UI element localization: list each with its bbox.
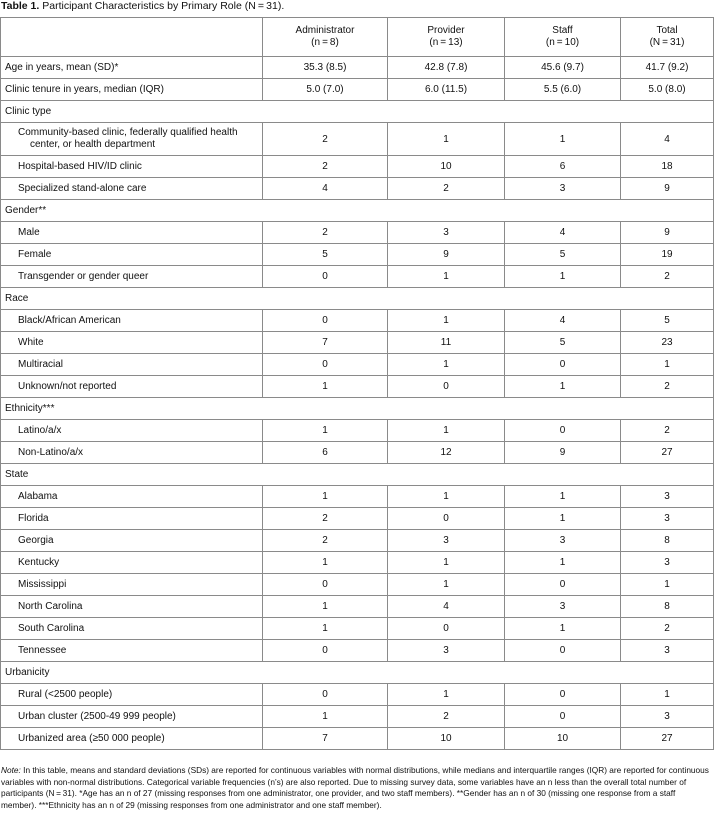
cell-provider: 9 [388, 244, 505, 266]
section-heading: Gender** [1, 200, 714, 222]
table-row [1, 156, 714, 178]
cell-staff: 1 [505, 266, 621, 288]
row-label: White [1, 332, 263, 354]
row-label: Male [1, 222, 263, 244]
table-row [1, 508, 714, 530]
row-label: Florida [1, 508, 263, 530]
cell-provider: 11 [388, 332, 505, 354]
cell-staff: 1 [505, 508, 621, 530]
cell-total: 5.0 (8.0) [621, 79, 714, 101]
cell-administrator: 2 [263, 222, 388, 244]
row-label: Specialized stand-alone care [1, 178, 263, 200]
cell-total: 3 [621, 640, 714, 662]
column-n: (n = 13) [429, 37, 463, 48]
cell-total: 8 [621, 596, 714, 618]
cell-total: 8 [621, 530, 714, 552]
table-row [1, 420, 714, 442]
cell-provider: 12 [388, 442, 505, 464]
table-row [1, 310, 714, 332]
note-text: In this table, means and standard deviations (SDs) are reported for continuous variables with normal distributions, while medians and interquartile ranges (IQR) are reported for continuous variables with non-normal distributions. Categorical variable frequencies (n’s) are also reported. Due to missing survey data, some variables have an n less than the overall total number of participants (N = 31). *Age has an n of 27 (missing responses from one administrator, one provider, and two staff members). **Gender has an n of 30 (missing one response from a staff member). ***Ethnicity has an n of 29 (missing responses from one administrator and one staff member). [1, 765, 709, 810]
cell-staff: 9 [505, 442, 621, 464]
header-provider [388, 18, 505, 57]
table-row [1, 684, 714, 706]
table-row [1, 332, 714, 354]
column-n: (n = 8) [311, 37, 339, 48]
cell-total: 2 [621, 618, 714, 640]
row-label [1, 123, 263, 156]
cell-administrator: 35.3 (8.5) [263, 57, 388, 79]
section-row [1, 464, 714, 486]
row-label: South Carolina [1, 618, 263, 640]
table-row [1, 376, 714, 398]
cell-total: 2 [621, 376, 714, 398]
row-label: Georgia [1, 530, 263, 552]
cell-provider: 10 [388, 728, 505, 750]
row-label: Mississippi [1, 574, 263, 596]
row-label: Unknown/not reported [1, 376, 263, 398]
cell-provider: 3 [388, 222, 505, 244]
cell-staff: 3 [505, 596, 621, 618]
cell-provider: 0 [388, 376, 505, 398]
cell-staff: 0 [505, 706, 621, 728]
cell-provider: 1 [388, 123, 505, 156]
cell-provider: 0 [388, 508, 505, 530]
cell-total: 3 [621, 552, 714, 574]
table-row [1, 706, 714, 728]
table-row [1, 552, 714, 574]
cell-administrator: 5 [263, 244, 388, 266]
cell-provider: 1 [388, 486, 505, 508]
table-title: Participant Characteristics by Primary Role (N = 31). [42, 0, 285, 12]
section-heading: State [1, 464, 714, 486]
cell-administrator: 6 [263, 442, 388, 464]
cell-staff: 10 [505, 728, 621, 750]
cell-total: 41.7 (9.2) [621, 57, 714, 79]
cell-provider: 1 [388, 266, 505, 288]
cell-administrator: 1 [263, 552, 388, 574]
cell-staff: 5 [505, 332, 621, 354]
cell-staff: 1 [505, 618, 621, 640]
cell-administrator: 1 [263, 486, 388, 508]
column-name: Provider [427, 25, 465, 36]
table-footnote [1, 765, 713, 811]
table-row [1, 57, 714, 79]
cell-total: 2 [621, 420, 714, 442]
row-label: Non-Latino/a/x [1, 442, 263, 464]
row-label: Urban cluster (2500-49 999 people) [1, 706, 263, 728]
table-row [1, 244, 714, 266]
table-row [1, 79, 714, 101]
table-row [1, 442, 714, 464]
cell-provider: 0 [388, 618, 505, 640]
table-caption [1, 0, 713, 13]
header-staff [505, 18, 621, 57]
table-row [1, 596, 714, 618]
table-row [1, 123, 714, 156]
cell-total: 1 [621, 574, 714, 596]
section-heading: Urbanicity [1, 662, 714, 684]
cell-total: 5 [621, 310, 714, 332]
section-row [1, 288, 714, 310]
cell-total: 27 [621, 728, 714, 750]
header-administrator [263, 18, 388, 57]
cell-total: 9 [621, 222, 714, 244]
table-row [1, 618, 714, 640]
cell-staff: 5 [505, 244, 621, 266]
section-heading: Race [1, 288, 714, 310]
row-label-text: Community-based clinic, federally qualified health center, or health department [18, 127, 238, 150]
cell-provider: 2 [388, 706, 505, 728]
column-name: Staff [552, 25, 573, 36]
section-row [1, 101, 714, 123]
cell-administrator: 4 [263, 178, 388, 200]
cell-administrator: 7 [263, 332, 388, 354]
cell-staff: 0 [505, 684, 621, 706]
cell-administrator: 7 [263, 728, 388, 750]
cell-provider: 6.0 (11.5) [388, 79, 505, 101]
table-number: Table 1. [1, 0, 40, 12]
cell-staff: 5.5 (6.0) [505, 79, 621, 101]
cell-total: 23 [621, 332, 714, 354]
table-row [1, 178, 714, 200]
cell-provider: 42.8 (7.8) [388, 57, 505, 79]
cell-provider: 1 [388, 420, 505, 442]
cell-total: 1 [621, 684, 714, 706]
cell-administrator: 1 [263, 706, 388, 728]
section-row [1, 662, 714, 684]
cell-administrator: 5.0 (7.0) [263, 79, 388, 101]
cell-total: 2 [621, 266, 714, 288]
header-total [621, 18, 714, 57]
row-label: Transgender or gender queer [1, 266, 263, 288]
cell-administrator: 2 [263, 123, 388, 156]
cell-provider: 1 [388, 354, 505, 376]
cell-staff: 1 [505, 376, 621, 398]
cell-staff: 1 [505, 123, 621, 156]
table-row [1, 222, 714, 244]
row-label: Urbanized area (≥50 000 people) [1, 728, 263, 750]
participant-characteristics-table [0, 17, 714, 750]
table-row [1, 486, 714, 508]
cell-administrator: 0 [263, 574, 388, 596]
cell-total: 4 [621, 123, 714, 156]
cell-provider: 3 [388, 640, 505, 662]
cell-staff: 4 [505, 222, 621, 244]
row-label: Latino/a/x [1, 420, 263, 442]
cell-staff: 0 [505, 420, 621, 442]
cell-administrator: 0 [263, 684, 388, 706]
section-row [1, 398, 714, 420]
row-label: Female [1, 244, 263, 266]
column-name: Administrator [295, 25, 355, 36]
cell-staff: 1 [505, 486, 621, 508]
row-label: Alabama [1, 486, 263, 508]
cell-staff: 6 [505, 156, 621, 178]
cell-total: 9 [621, 178, 714, 200]
cell-provider: 10 [388, 156, 505, 178]
row-label: Multiracial [1, 354, 263, 376]
section-row [1, 200, 714, 222]
section-heading: Clinic type [1, 101, 714, 123]
header-row [1, 18, 714, 57]
cell-staff: 4 [505, 310, 621, 332]
cell-provider: 1 [388, 310, 505, 332]
cell-administrator: 0 [263, 266, 388, 288]
table-row [1, 354, 714, 376]
cell-administrator: 1 [263, 420, 388, 442]
column-n: (N = 31) [649, 37, 685, 48]
cell-staff: 3 [505, 530, 621, 552]
row-label: Hospital-based HIV/ID clinic [1, 156, 263, 178]
note-label: Note: [1, 765, 21, 775]
cell-staff: 0 [505, 574, 621, 596]
cell-administrator: 2 [263, 530, 388, 552]
cell-total: 19 [621, 244, 714, 266]
column-name: Total [656, 25, 678, 36]
cell-staff: 0 [505, 640, 621, 662]
table-row [1, 530, 714, 552]
cell-provider: 1 [388, 552, 505, 574]
cell-staff: 3 [505, 178, 621, 200]
cell-administrator: 0 [263, 640, 388, 662]
row-label: North Carolina [1, 596, 263, 618]
cell-total: 18 [621, 156, 714, 178]
cell-total: 3 [621, 508, 714, 530]
cell-staff: 0 [505, 354, 621, 376]
section-heading: Ethnicity*** [1, 398, 714, 420]
cell-provider: 1 [388, 574, 505, 596]
cell-administrator: 2 [263, 508, 388, 530]
cell-administrator: 0 [263, 354, 388, 376]
table-row [1, 266, 714, 288]
table-row [1, 728, 714, 750]
row-label: Black/African American [1, 310, 263, 332]
cell-administrator: 1 [263, 596, 388, 618]
table-row [1, 640, 714, 662]
column-n: (n = 10) [545, 37, 580, 48]
cell-provider: 2 [388, 178, 505, 200]
cell-administrator: 1 [263, 376, 388, 398]
row-label: Clinic tenure in years, median (IQR) [1, 79, 263, 101]
cell-staff: 45.6 (9.7) [505, 57, 621, 79]
cell-total: 1 [621, 354, 714, 376]
cell-administrator: 1 [263, 618, 388, 640]
cell-staff: 1 [505, 552, 621, 574]
cell-total: 3 [621, 706, 714, 728]
header-blank-cell [1, 18, 263, 57]
cell-total: 3 [621, 486, 714, 508]
cell-provider: 1 [388, 684, 505, 706]
cell-administrator: 0 [263, 310, 388, 332]
row-label: Rural (<2500 people) [1, 684, 263, 706]
cell-provider: 4 [388, 596, 505, 618]
row-label: Tennessee [1, 640, 263, 662]
row-label: Kentucky [1, 552, 263, 574]
table-row [1, 574, 714, 596]
cell-provider: 3 [388, 530, 505, 552]
cell-administrator: 2 [263, 156, 388, 178]
row-label: Age in years, mean (SD)* [1, 57, 263, 79]
cell-total: 27 [621, 442, 714, 464]
